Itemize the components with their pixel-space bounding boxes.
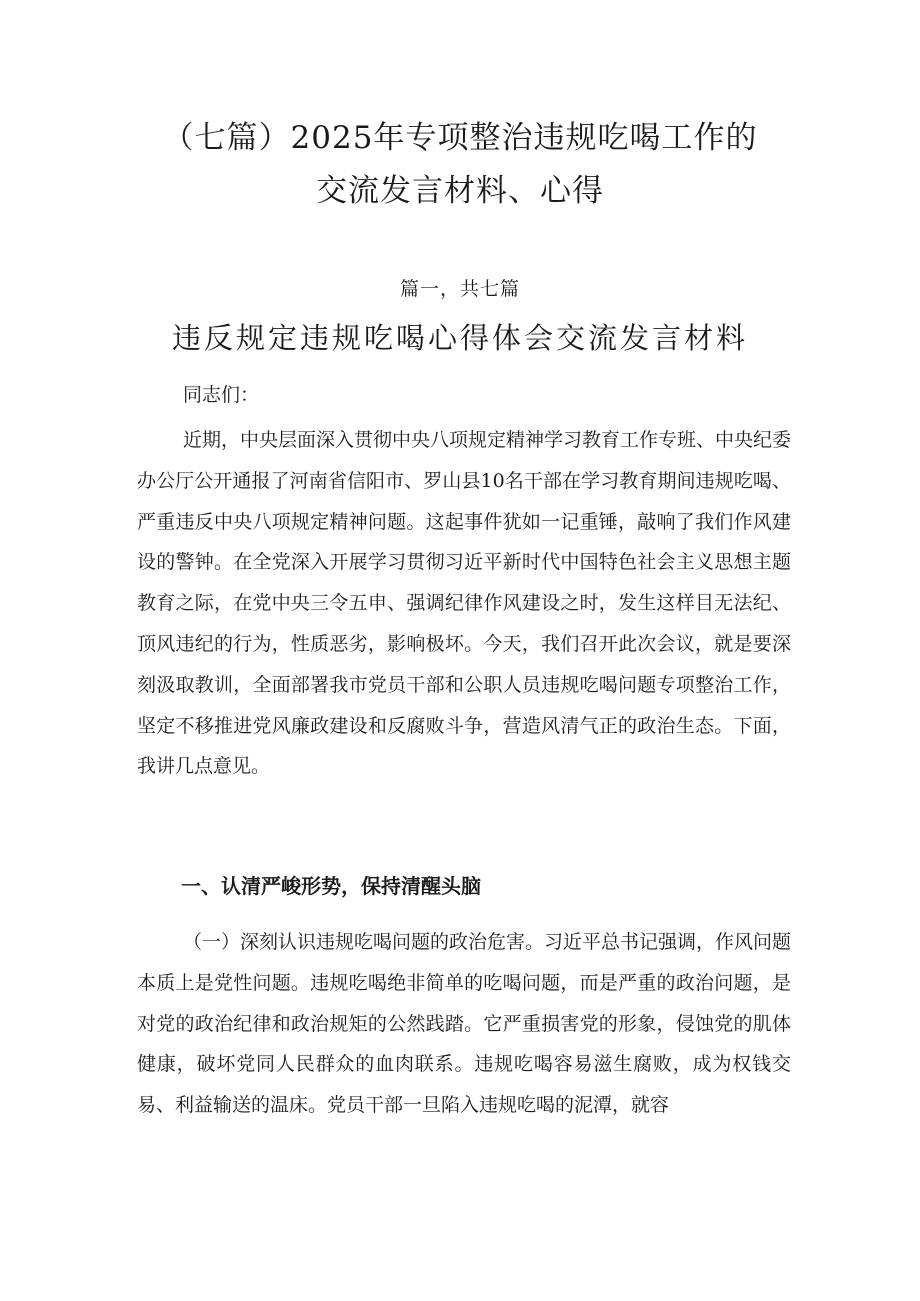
section-subtitle: 违反规定违规吃喝心得体会交流发言材料 [171,321,748,355]
part-label: 篇一，共七篇 [399,278,520,300]
body-paragraph-2: （一）深刻认识违规吃喝问题的政治危害。习近平总书记强调，作风问题本质上是党性问题。违规吃喝绝非简单的吃喝问题，而是严重的政治问题，是对党的政治纪律和政治规矩的公然践踏。它严重损害党的形象，侵蚀党的肌体健康，破坏党同人民群众的血肉联系。违规吃喝容易滋生腐败，成为权钱交易、利益输送的温床。党员干部一旦陷入违规吃喝的泥潭，就容 [137,931,792,1117]
section-heading-1: 一、认清严峻形势，保持清醒头脑 [181,874,481,898]
body-paragraph-1: 近期，中央层面深入贯彻中央八项规定精神学习教育工作专班、中央纪委办公厅公开通报了河南省信阳市、罗山县10名干部在学习教育期间违规吃喝、严重违反中央八项规定精神问题。这起事件犹如一记重锤，敲响了我们作风建设的警钟。在全党深入开展学习贯彻习近平新时代中国特色社会主义思想主题教育之际，在党中央三令五申、强调纪律作风建设之时，发生这样目无法纪、顶风违纪的行为，性质恶劣，影响极坏。今天，我们召开此次会议，就是要深刻汲取教训，全面部署我市党员干部和公职人员违规吃喝问题专项整治工作，坚定不移推进党风廉政建设和反腐败斗争，营造风清气正的政治生态。下面，我讲几点意见。 [137,429,792,778]
document-title-line-2: 交流发言材料、心得 [316,173,604,209]
salutation: 同志们： [183,384,260,406]
document-title-line-1: （七篇）2025年专项整治违规吃喝工作的 [162,120,758,156]
